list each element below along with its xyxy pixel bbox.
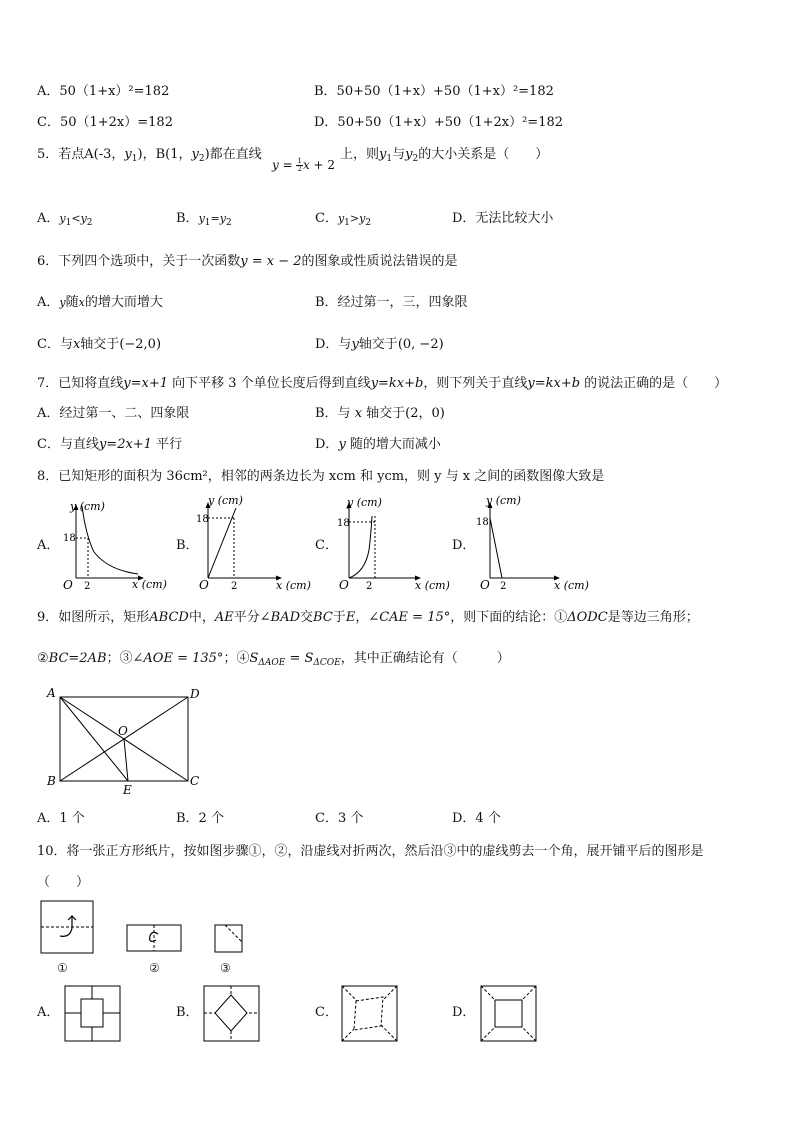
q5-stem-tail: 上，则$y_1$与$y_2$的大小关系是（ ） [340,147,549,164]
x-axis-label: x (cm) [132,578,167,591]
q10-label-a: A． [37,1005,60,1020]
segment-ae [60,697,128,781]
q9-stem: 9．如图所示，矩形ABCD中，AE平分∠BAD交BC于E，∠CAE = 15°，则下面的结论：①ΔODC是等边三角形； [37,610,699,625]
q4-option-b: B．50+50（1+x）+50（1+x）²=182 [314,84,554,99]
label-c: C [190,774,200,788]
origin-label: O [63,578,73,592]
q4-option-a: A．50（1+x）²=182 [37,84,170,99]
q10-step3-figure [214,924,246,954]
segment-oe [124,739,128,781]
tick-18: 18 [63,533,76,544]
q9-option-a: A．1 个 [37,811,85,826]
cut-hole [81,999,103,1027]
tick-18: 18 [476,517,489,528]
q8-graph-b [196,494,316,594]
q10-label-d: D． [452,1005,476,1020]
origin-label: O [199,578,209,592]
q10-option-b-figure [203,985,263,1045]
q7-option-c: C．与直线y=2x+1 平行 [37,437,183,452]
q7-option-a: A．经过第一、二、四象限 [37,406,190,421]
q10-stem: 10．将一张正方形纸片，按如图步骤①，②，沿虚线对折两次，然后沿③中的虚线剪去一个角，展开铺平后的图形是 [37,844,704,859]
q10-answer-paren: （ ） [37,875,90,890]
q5-option-c: C．$y_1>y_2$ [315,211,372,228]
q10-label-b: B． [176,1005,199,1020]
label-e: E [123,783,132,797]
q9-option-d: D．4 个 [452,811,501,826]
q6-option-c: C．与x轴交于(−2,0) [37,337,162,352]
tick-2: 2 [500,581,507,592]
q6-stem: 6．下列四个选项中，关于一次函数y = x − 2的图象或性质说法错误的是 [37,254,458,269]
q7-option-d: D．y 随的增大而减小 [315,437,441,452]
hyperbola-curve [82,506,138,574]
q8-label-d: D． [452,538,476,553]
x-axis-label: x (cm) [276,579,311,592]
q5-stem: 5．若点A(-3，$y_1$)，B(1，$y_2$)都在直线 [37,147,262,164]
x-axis-label: x (cm) [415,579,450,592]
q9-option-c: C．3 个 [315,811,364,826]
q4-option-c: C．50（1+2x）=182 [37,115,173,130]
q8-graph-c [335,494,455,594]
q10-option-a-figure [64,985,124,1045]
q10-step3-label: ③ [220,961,231,975]
tick-18: 18 [196,514,209,525]
q5-option-a: A．$y_1<y_2$ [37,211,93,228]
tick-2: 2 [366,581,373,592]
curve-graph [349,516,372,578]
q5-option-b: B．$y_1=y_2$ [176,211,232,228]
fold-arrow-icon [60,916,76,936]
q8-graph-a [56,494,176,594]
q10-option-c-figure [341,985,401,1045]
cut-hole [354,997,383,1030]
tick-18: 18 [337,518,350,529]
q10-option-d-figure [480,985,540,1045]
q9-rectangle-figure [40,685,210,800]
q5-line-equation: y = $\frac{1}{2}$ x + 2 [272,157,336,173]
cut-hole [215,995,247,1031]
line-graph [490,518,502,578]
label-a: A [47,686,56,700]
y-axis-label: y (cm) [347,496,382,509]
q8-label-a: A． [37,538,60,553]
label-o: O [118,724,128,738]
q10-step2-label: ② [149,961,160,975]
origin-label: O [339,578,349,592]
origin-label: O [480,578,490,592]
q10-step1-figure [40,900,96,956]
q8-stem: 8．已知矩形的面积为 36cm²，相邻的两条边长为 xcm 和 ycm，则 y 与 x 之间的函数图像大致是 [37,469,605,484]
q6-option-d: D．与y轴交于(0, −2) [315,337,444,352]
y-axis-label: y (cm) [70,500,105,513]
q6-option-a: A．y随x的增大而增大 [37,295,163,310]
q10-step1-label: ① [57,961,68,975]
x-axis-label: x (cm) [554,579,589,592]
cut-line [225,925,242,942]
q9-option-b: B．2 个 [176,811,224,826]
y-axis-label: y (cm) [486,494,521,507]
tick-2: 2 [231,581,238,592]
cut-hole [495,1000,522,1027]
q10-label-c: C． [315,1005,338,1020]
q5-option-d: D．无法比较大小 [452,211,554,226]
q6-option-b: B．经过第一，三，四象限 [315,295,468,310]
q8-label-b: B． [176,538,199,553]
tick-2: 2 [84,581,91,592]
q8-graph-d [472,494,592,594]
q8-label-c: C． [315,538,338,553]
q9-stem-line2: ②BC=2AB；③∠AOE = 135°；$④S_{\Delta AOE} = S_{\Delta COE}$，其中正确结论有（ ） [37,651,510,668]
q4-option-d: D．50+50（1+x）+50（1+2x）²=182 [314,115,564,130]
label-d: D [190,687,200,701]
y-axis-label: y (cm) [208,494,243,507]
q5-fraction: $\frac{1}{2}$ [297,157,302,173]
q10-step2-figure [126,924,184,954]
label-b: B [47,774,56,788]
q7-stem: 7．已知将直线y=x+1 向下平移 3 个单位长度后得到直线y=kx+b，则下列关于直线y=kx+b 的说法正确的是（ ） [37,376,728,391]
q7-option-b: B．与 x 轴交于(2，0) [315,406,445,421]
